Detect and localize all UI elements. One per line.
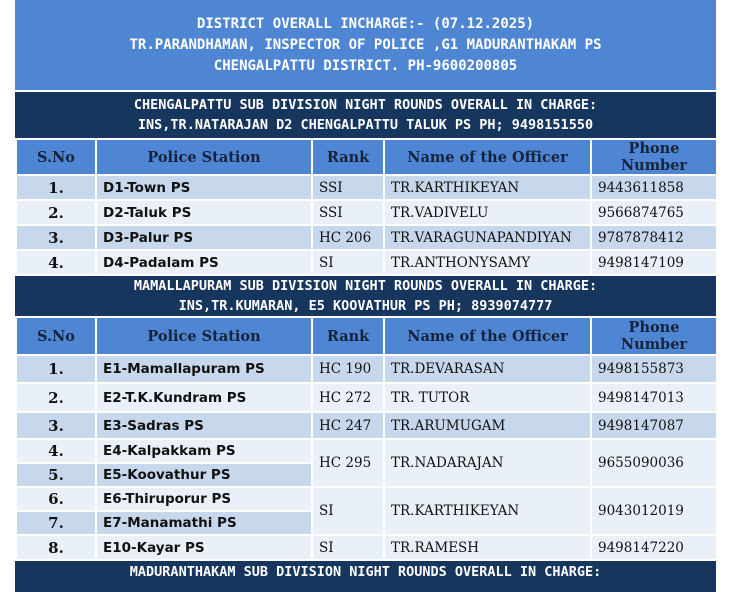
banner-line-date: DISTRICT OVERALL INCHARGE:- (07.12.2025) <box>196 16 535 32</box>
table-row <box>16 200 717 225</box>
col-header-phone <box>591 317 717 355</box>
row-phone: 9498147087 <box>591 412 717 439</box>
mamallapuram-roster-table <box>15 316 718 561</box>
row-sno: 4. <box>16 439 96 463</box>
row-phone: 9787878412 <box>591 225 717 250</box>
row-officer: TR.ARUMUGAM <box>384 412 591 439</box>
phone-header-line2: Number <box>620 336 688 353</box>
row-sno: 6. <box>16 487 96 511</box>
row-officer: TR.ANTHONYSAMY <box>384 250 591 275</box>
row-sno: 4. <box>16 250 96 275</box>
col-header-officer: Name of the Officer <box>384 317 591 355</box>
row-station: E6-Thiruporur PS <box>96 487 312 511</box>
row-station: E4-Kalpakkam PS <box>96 439 312 463</box>
col-header-rank: Rank <box>312 139 384 175</box>
row-station: E7-Manamathi PS <box>96 511 312 535</box>
row-officer: TR. TUTOR <box>384 383 591 412</box>
table-header-row <box>16 317 717 355</box>
table-row <box>16 412 717 439</box>
chengalpattu-roster-table <box>15 138 718 276</box>
row-sno: 7. <box>16 511 96 535</box>
duty-roster-sheet <box>15 0 716 592</box>
section-incharge: INS,TR.KUMARAN, E5 KOOVATHUR PS PH; 8939074777 <box>178 298 553 314</box>
row-rank: HC 295 <box>312 439 384 487</box>
mamallapuram-section-heading <box>15 276 716 316</box>
row-station: D1-Town PS <box>96 175 312 200</box>
row-phone: 9566874765 <box>591 200 717 225</box>
row-station: E2-T.K.Kundram PS <box>96 383 312 412</box>
table-row <box>16 535 717 560</box>
row-rank: HC 206 <box>312 225 384 250</box>
section-title: MADURANTHAKAM SUB DIVISION NIGHT ROUNDS OVERALL IN CHARGE: <box>129 564 602 580</box>
row-officer: TR.NADARAJAN <box>384 439 591 487</box>
row-rank: HC 247 <box>312 412 384 439</box>
row-sno: 8. <box>16 535 96 560</box>
banner-line-district: CHENGALPATTU DISTRICT. PH-9600200805 <box>213 58 518 74</box>
row-station: E10-Kayar PS <box>96 535 312 560</box>
row-sno: 1. <box>16 355 96 383</box>
col-header-officer: Name of the Officer <box>384 139 591 175</box>
table-row <box>16 439 717 463</box>
col-header-station: Police Station <box>96 139 312 175</box>
row-station: D2-Taluk PS <box>96 200 312 225</box>
row-rank: SSI <box>312 200 384 225</box>
col-header-phone <box>591 139 717 175</box>
phone-header-line1: Phone <box>628 319 680 336</box>
section-incharge: INS,TR.NATARAJAN D2 CHENGALPATTU TALUK PS PH; 9498151550 <box>137 117 594 133</box>
phone-header-line1: Phone <box>628 140 680 157</box>
row-phone: 9498147109 <box>591 250 717 275</box>
table-row <box>16 355 717 383</box>
row-phone: 9655090036 <box>591 439 717 487</box>
row-phone: 9443611858 <box>591 175 717 200</box>
row-phone: 9498155873 <box>591 355 717 383</box>
row-sno: 3. <box>16 225 96 250</box>
table-row <box>16 487 717 511</box>
chengalpattu-section-heading <box>15 92 716 138</box>
row-rank: SI <box>312 250 384 275</box>
table-row <box>16 250 717 275</box>
col-header-station: Police Station <box>96 317 312 355</box>
col-header-sno: S.No <box>16 139 96 175</box>
table-row <box>16 225 717 250</box>
row-officer: TR.VARAGUNAPANDIYAN <box>384 225 591 250</box>
section-title: MAMALLAPURAM SUB DIVISION NIGHT ROUNDS OVERALL IN CHARGE: <box>133 278 598 294</box>
row-station: D4-Padalam PS <box>96 250 312 275</box>
row-sno: 5. <box>16 463 96 487</box>
row-officer: TR.RAMESH <box>384 535 591 560</box>
row-station: D3-Palur PS <box>96 225 312 250</box>
row-rank: HC 272 <box>312 383 384 412</box>
row-officer: TR.KARTHIKEYAN <box>384 175 591 200</box>
row-officer: TR.KARTHIKEYAN <box>384 487 591 535</box>
row-station: E5-Koovathur PS <box>96 463 312 487</box>
maduranthakam-section-heading <box>15 561 716 592</box>
row-rank: SSI <box>312 175 384 200</box>
row-rank: SI <box>312 487 384 535</box>
table-header-row <box>16 139 717 175</box>
row-rank: HC 190 <box>312 355 384 383</box>
col-header-sno: S.No <box>16 317 96 355</box>
row-phone: 9043012019 <box>591 487 717 535</box>
row-station: E1-Mamallapuram PS <box>96 355 312 383</box>
row-officer: TR.DEVARASAN <box>384 355 591 383</box>
phone-header-line2: Number <box>620 157 688 174</box>
row-sno: 2. <box>16 383 96 412</box>
row-phone: 9498147220 <box>591 535 717 560</box>
district-incharge-banner <box>15 0 716 92</box>
row-sno: 1. <box>16 175 96 200</box>
banner-line-officer: TR.PARANDHAMAN, INSPECTOR OF POLICE ,G1 MADURANTHAKAM PS <box>129 37 602 53</box>
col-header-rank: Rank <box>312 317 384 355</box>
row-sno: 2. <box>16 200 96 225</box>
row-rank: SI <box>312 535 384 560</box>
table-row <box>16 175 717 200</box>
row-phone: 9498147013 <box>591 383 717 412</box>
row-officer: TR.VADIVELU <box>384 200 591 225</box>
row-sno: 3. <box>16 412 96 439</box>
row-station: E3-Sadras PS <box>96 412 312 439</box>
section-title: CHENGALPATTU SUB DIVISION NIGHT ROUNDS OVERALL IN CHARGE: <box>133 97 598 113</box>
table-row <box>16 383 717 412</box>
